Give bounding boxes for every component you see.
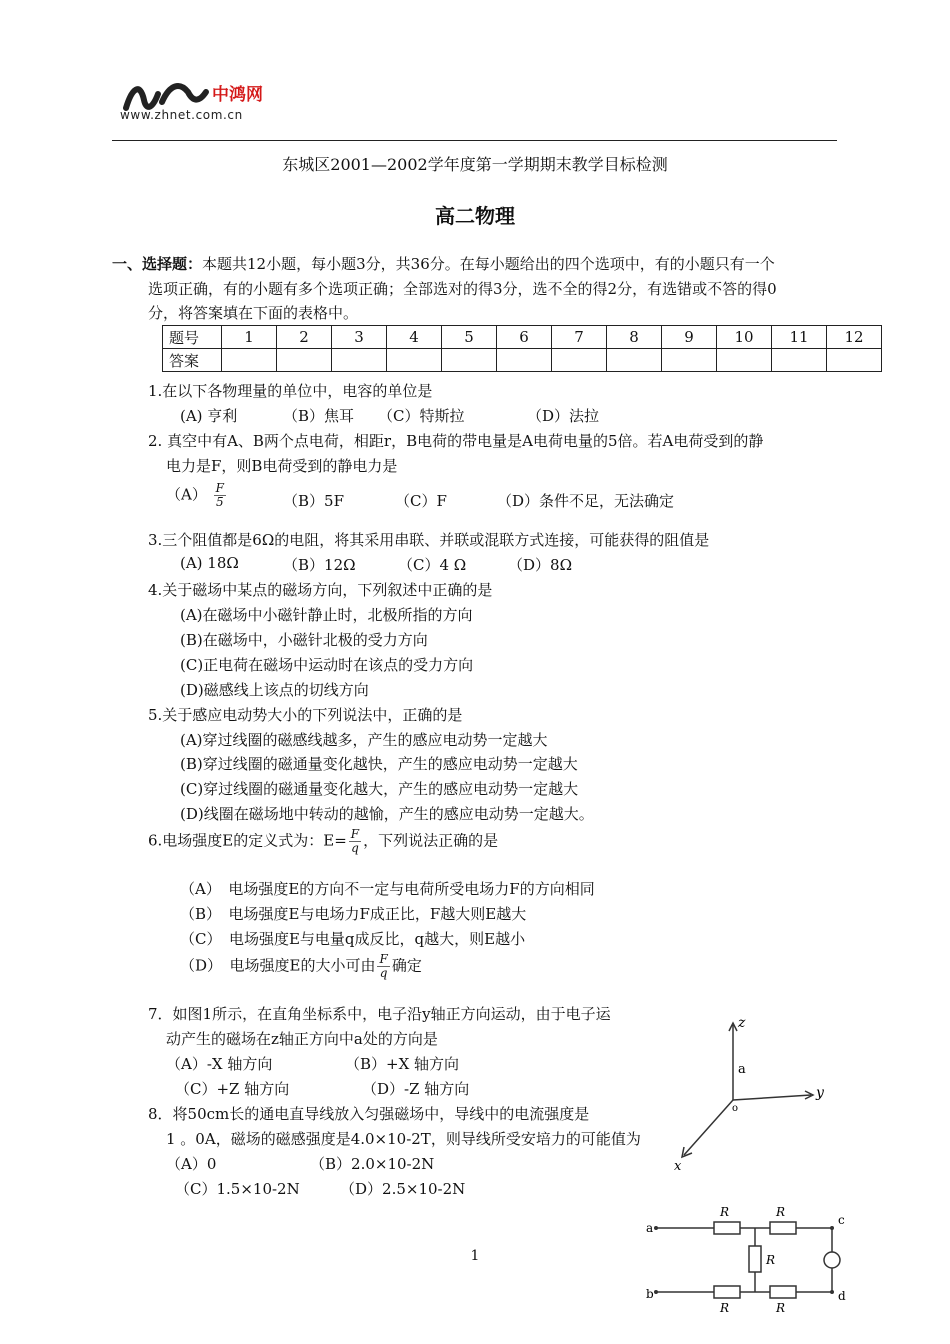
label-b: b bbox=[646, 1287, 654, 1301]
fraction-denominator: q bbox=[379, 966, 388, 980]
table-head-answer: 答案 bbox=[163, 349, 222, 372]
brand-name[interactable]: 中鸿网 bbox=[212, 85, 263, 105]
q6-fraction bbox=[349, 828, 361, 855]
answer-cell[interactable] bbox=[442, 349, 497, 372]
label-r-top2: R bbox=[776, 1205, 786, 1219]
terminal-a bbox=[654, 1226, 658, 1230]
answer-cell[interactable] bbox=[717, 349, 772, 372]
q4-stem: 4.关于磁场中某点的磁场方向，下列叙述中正确的是 bbox=[148, 581, 493, 599]
table-cell-number: 8 bbox=[607, 326, 662, 349]
table-cell-number: 1 bbox=[222, 326, 277, 349]
q6-option-b: （B） 电场强度E与电场力F成正比，F越大则E越大 bbox=[180, 905, 527, 923]
header-divider bbox=[112, 140, 837, 141]
q2-option-b: （B）5F bbox=[283, 492, 344, 510]
answer-cell[interactable] bbox=[607, 349, 662, 372]
section-intro-line3: 分，将答案填在下面的表格中。 bbox=[148, 304, 359, 322]
q7-stem-line2: 动产生的磁场在z轴正方向中a处的方向是 bbox=[166, 1030, 438, 1048]
table-cell-number: 10 bbox=[717, 326, 772, 349]
q5-option-d: (D)线圈在磁场地中转动的越愉，产生的感应电动势一定越大。 bbox=[180, 805, 594, 823]
label-d: d bbox=[838, 1289, 846, 1303]
q4-option-c: (C)正电荷在磁场中运动时在该点的受力方向 bbox=[180, 656, 474, 674]
q7-option-a: （A）-X 轴方向 bbox=[166, 1055, 273, 1073]
answer-table bbox=[162, 325, 882, 372]
fraction-denominator: 5 bbox=[215, 495, 224, 509]
resistor-top-2 bbox=[770, 1222, 796, 1234]
table-cell-number: 5 bbox=[442, 326, 497, 349]
label-a: a bbox=[646, 1221, 654, 1235]
q8-option-d: （D）2.5×10-2N bbox=[340, 1180, 466, 1198]
y-axis bbox=[733, 1095, 811, 1100]
q4-option-d: (D)磁感线上该点的切线方向 bbox=[180, 681, 369, 699]
q7-option-b: （B）+X 轴方向 bbox=[345, 1055, 460, 1073]
q6-option-a: （A） 电场强度E的方向不一定与电荷所受电场力F的方向相同 bbox=[180, 880, 595, 898]
q2-option-a-label: （A） bbox=[166, 485, 207, 504]
q2-stem-line1: 2. 真空中有A、B两个点电荷，相距r，B电荷的带电量是A电荷电量的5倍。若A电荷受到的静 bbox=[148, 432, 764, 450]
fraction-denominator: q bbox=[351, 841, 359, 855]
q7-option-c: （C）+Z 轴方向 bbox=[175, 1080, 290, 1098]
q3-option-d: （D）8Ω bbox=[508, 556, 573, 574]
q3-stem: 3.三个阻值都是6Ω的电阻，将其采用串联、并联或混联方式连接，可能获得的阻值是 bbox=[148, 531, 710, 549]
q1-option-d: （D）法拉 bbox=[527, 407, 600, 425]
x-axis bbox=[684, 1100, 733, 1155]
table-cell-number: 2 bbox=[277, 326, 332, 349]
answer-cell[interactable] bbox=[552, 349, 607, 372]
page-number: 1 bbox=[470, 1248, 480, 1264]
q2-option-d: （D）条件不足，无法确定 bbox=[497, 492, 675, 510]
label-r-bot1: R bbox=[720, 1301, 730, 1315]
q3-option-c: （C）4 Ω bbox=[398, 556, 467, 574]
q3-option-b: （B）12Ω bbox=[283, 556, 356, 574]
q8-stem-line2: 1 。0A，磁场的磁感强度是4.0×10-2T，则导线所受安培力的可能值为 bbox=[166, 1130, 641, 1148]
q3-option-a: (A) 18Ω bbox=[180, 554, 239, 572]
label-c: c bbox=[838, 1213, 845, 1227]
q8-option-c: （C）1.5×10-2N bbox=[175, 1180, 300, 1198]
table-cell-number: 6 bbox=[497, 326, 552, 349]
section-label: 一、选择题： bbox=[112, 255, 203, 273]
q1-option-c: （C）特斯拉 bbox=[378, 407, 465, 425]
q1-option-b: （B）焦耳 bbox=[283, 407, 355, 425]
section-intro-text1: 本题共12小题，每小题3分，共36分。在每小题给出的四个选项中，有的小题只有一个 bbox=[202, 255, 775, 273]
table-cell-number: 3 bbox=[332, 326, 387, 349]
q6-stem-pre: 6.电场强度E的定义式为：E= bbox=[148, 831, 347, 850]
answer-cell[interactable] bbox=[497, 349, 552, 372]
q2-stem-line2: 电力是F，则B电荷受到的静电力是 bbox=[166, 457, 398, 475]
q1-option-a: (A) 亨利 bbox=[180, 407, 238, 425]
brand-url[interactable]: www.zhnet.com.cn bbox=[120, 108, 243, 122]
subject-title: 高二物理 bbox=[435, 204, 515, 228]
answer-cell[interactable] bbox=[387, 349, 442, 372]
terminal-c bbox=[830, 1226, 834, 1230]
resistor-top-1 bbox=[714, 1222, 740, 1234]
q6-stem-post: ，下列说法正确的是 bbox=[363, 831, 499, 850]
q6-option-d bbox=[180, 953, 422, 980]
answer-cell[interactable] bbox=[827, 349, 882, 372]
q8-option-b: （B）2.0×10-2N bbox=[310, 1155, 435, 1173]
table-cell-number: 11 bbox=[772, 326, 827, 349]
a-label: a bbox=[738, 1062, 746, 1077]
table-row-numbers bbox=[163, 326, 882, 349]
fraction-numerator: F bbox=[379, 952, 388, 966]
answer-cell[interactable] bbox=[772, 349, 827, 372]
origin-label: o bbox=[732, 1103, 739, 1114]
fraction-numerator: F bbox=[350, 827, 360, 841]
section-intro-line2: 选项正确，有的小题有多个选项正确；全部选对的得3分，选不全的得2分，有选错或不答的得0 bbox=[148, 280, 777, 298]
answer-cell[interactable] bbox=[662, 349, 717, 372]
q4-option-b: (B)在磁场中，小磁针北极的受力方向 bbox=[180, 631, 428, 649]
q5-option-a: (A)穿过线圈的磁感线越多，产生的感应电动势一定越大 bbox=[180, 731, 548, 749]
q8-stem-line1: 8．将50cm长的通电直导线放入匀强磁场中，导线中的电流强度是 bbox=[148, 1105, 590, 1123]
q4-option-a: (A)在磁场中小磁针静止时，北极所指的方向 bbox=[180, 606, 473, 624]
q7-option-d: （D）-Z 轴方向 bbox=[362, 1080, 470, 1098]
q6-d-fraction bbox=[377, 953, 389, 980]
table-row-answers bbox=[163, 349, 882, 372]
answer-cell[interactable] bbox=[277, 349, 332, 372]
q6-stem bbox=[148, 828, 498, 855]
terminal-b bbox=[654, 1290, 658, 1294]
table-cell-number: 9 bbox=[662, 326, 717, 349]
table-cell-number: 4 bbox=[387, 326, 442, 349]
answer-cell[interactable] bbox=[222, 349, 277, 372]
q7-stem-line1: 7．如图1所示，在直角坐标系中，电子沿y轴正方向运动，由于电子运 bbox=[148, 1005, 611, 1023]
y-label: y bbox=[816, 1085, 824, 1101]
q6-option-d-pre: （D） 电场强度E的大小可由 bbox=[180, 956, 376, 975]
label-r-bot2: R bbox=[776, 1301, 786, 1315]
figure1-coordinate-axes bbox=[666, 1005, 846, 1175]
table-cell-number: 12 bbox=[827, 326, 882, 349]
q8-option-a: （A）0 bbox=[166, 1155, 217, 1173]
x-label: x bbox=[674, 1159, 682, 1174]
z-label: z bbox=[738, 1015, 746, 1031]
q2-fraction bbox=[214, 482, 226, 509]
resistor-bottom-2 bbox=[770, 1286, 796, 1298]
q6-option-d-post: 确定 bbox=[391, 956, 422, 975]
terminal-d bbox=[830, 1290, 834, 1294]
q1-stem: 1.在以下各物理量的单位中，电容的单位是 bbox=[148, 382, 433, 400]
answer-cell[interactable] bbox=[332, 349, 387, 372]
label-r-top1: R bbox=[720, 1205, 730, 1219]
q5-option-b: (B)穿过线圈的磁通量变化越快，产生的感应电动势一定越大 bbox=[180, 755, 578, 773]
exam-title: 东城区2001—2002学年度第一学期期末教学目标检测 bbox=[282, 155, 668, 174]
label-r-mid: R bbox=[766, 1253, 776, 1267]
fraction-numerator: F bbox=[215, 481, 224, 495]
q2-option-c: （C）F bbox=[395, 492, 447, 510]
q2-option-a bbox=[166, 482, 228, 509]
q5-stem: 5.关于感应电动势大小的下列说法中，正确的是 bbox=[148, 706, 463, 724]
q6-option-c: （C） 电场强度E与电量q成反比，q越大，则E越小 bbox=[180, 930, 526, 948]
q5-option-c: (C)穿过线圈的磁通量变化越大，产生的感应电动势一定越大 bbox=[180, 780, 579, 798]
section-intro-line1 bbox=[112, 253, 775, 274]
table-cell-number: 7 bbox=[552, 326, 607, 349]
table-head-number: 题号 bbox=[163, 326, 222, 349]
resistor-bottom-1 bbox=[714, 1286, 740, 1298]
